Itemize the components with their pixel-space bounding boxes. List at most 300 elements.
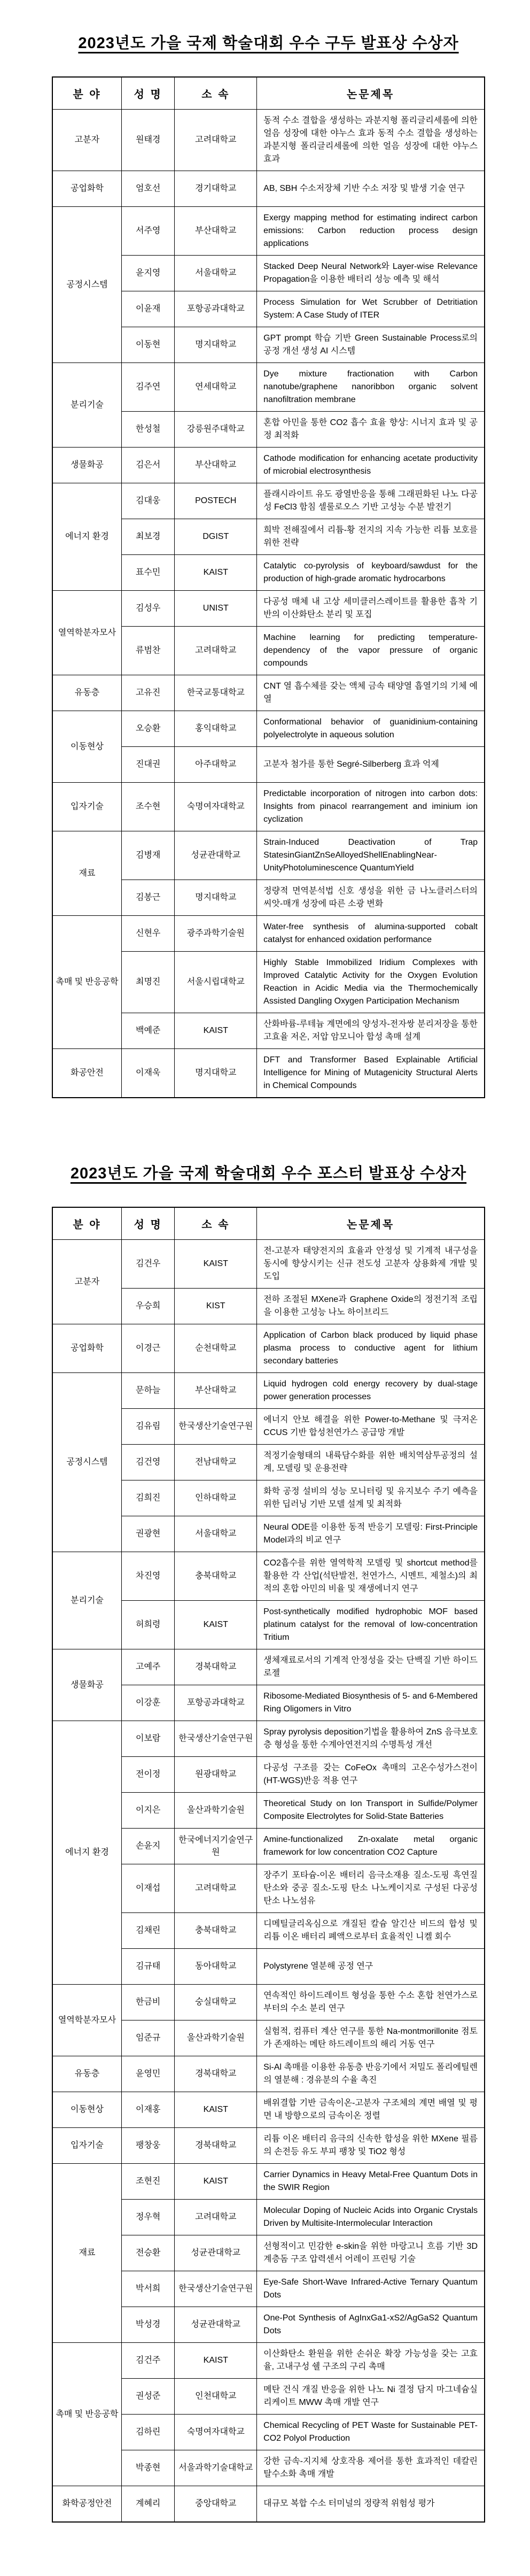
table-row: [52, 2092, 485, 2128]
paper-title-text: 다공성 매체 내 고상 세미클러스레이트를 활용한 흡착 기반의 이산화탄소 분리 및 포집: [263, 597, 478, 619]
column-header-paper-title: 논문제목: [257, 77, 485, 110]
name-cell: 이지은: [121, 1793, 175, 1829]
affiliation-cell: 명지대학교: [175, 1049, 257, 1098]
table-row: [52, 783, 485, 831]
paper-title-cell: [257, 2200, 485, 2235]
column-header-affiliation: 소 속: [175, 77, 257, 110]
field-cell: 에너지 환경: [52, 483, 121, 591]
paper-title-text: Process Simulation for Wet Scrubber of Detritiation System: A Case Study of ITER: [263, 298, 478, 320]
table-header-row: [52, 1207, 485, 1240]
paper-title-text: DFT and Transformer Based Explainable Artificial Intelligence for Mining of Mutagenicity Structural Alerts in Chemical Compounds: [263, 1055, 478, 1090]
name-cell: 조현진: [121, 2164, 175, 2200]
name-cell: 권광현: [121, 1516, 175, 1552]
paper-title-cell: [257, 483, 485, 519]
name-cell: 김주연: [121, 363, 175, 412]
name-cell: 임준규: [121, 2020, 175, 2056]
paper-title-cell: [257, 1913, 485, 1949]
affiliation-cell: 서울대학교: [175, 256, 257, 291]
paper-title-text: 플래시라이트 유도 광열반응을 통해 그래핀화된 나노 다공성 FeCl3 함침 셀룰로오스 기반 고성능 수분 발전기: [263, 490, 478, 512]
paper-title-text: Spray pyrolysis deposition기법을 활용하여 ZnS 음극보호층 형성을 통한 수계아연전지의 수명특성 개선: [263, 1727, 478, 1749]
table-row: [52, 1985, 485, 2020]
paper-title-text: 선형적이고 민감한 e-skin을 위한 마랑고니 흐름 기반 3D 계층돔 구조 압력센서 어레이 프린팅 기술: [263, 2242, 478, 2264]
table-row: [52, 1373, 485, 1409]
paper-title-cell: [257, 555, 485, 591]
header-row: [52, 1207, 485, 1240]
affiliation-cell: 전남대학교: [175, 1445, 257, 1480]
affiliation-cell: 강릉원주대학교: [175, 412, 257, 448]
affiliation-cell: KAIST: [175, 555, 257, 591]
affiliation-cell: 울산과학기술원: [175, 1793, 257, 1829]
paper-title-cell: [257, 2307, 485, 2343]
table-row: [52, 916, 485, 952]
name-cell: 표수민: [121, 555, 175, 591]
paper-title-cell: [257, 1793, 485, 1829]
paper-title-cell: [257, 1985, 485, 2020]
paper-title-cell: [257, 1445, 485, 1480]
name-cell: 고유진: [121, 675, 175, 711]
name-cell: 김하린: [121, 2415, 175, 2450]
affiliation-cell: 포항공과대학교: [175, 1685, 257, 1721]
affiliation-cell: 고려대학교: [175, 627, 257, 675]
name-cell: 신현우: [121, 916, 175, 952]
name-cell: 김봉근: [121, 880, 175, 916]
paper-title-cell: [257, 2056, 485, 2092]
paper-title-cell: [257, 1601, 485, 1649]
paper-title-cell: [257, 110, 485, 171]
name-cell: 손윤지: [121, 1829, 175, 1864]
name-cell: 김병재: [121, 831, 175, 880]
paper-title-cell: [257, 831, 485, 880]
affiliation-cell: 인하대학교: [175, 1480, 257, 1516]
name-cell: 원태경: [121, 110, 175, 171]
paper-title-text: 다공성 구조를 갖는 CoFeOx 촉매의 고온수성가스전이(HT-WGS)반응 적용 연구: [263, 1763, 478, 1785]
paper-title-cell: [257, 2379, 485, 2415]
paper-title-text: 정량적 면역분석법 신호 생성을 위한 금 나노클러스터의 씨앗-매개 성장에 따른 소광 변화: [263, 886, 478, 908]
paper-title-text: 희박 전해질에서 리튬-황 전지의 지속 가능한 리튬 보호를 위한 전략: [263, 526, 478, 547]
paper-title-text: AB, SBH 수소저장체 기반 수소 저장 및 발생 기술 연구: [263, 184, 465, 193]
affiliation-cell: 한국생산기술연구원: [175, 1409, 257, 1445]
paper-title-text: 화학 공정 설비의 성능 모니터링 및 유지보수 주기 예측을 위한 딥러닝 기반 모델 설계 및 최적화: [263, 1487, 478, 1509]
affiliation-cell: KAIST: [175, 1240, 257, 1289]
table-row: [52, 448, 485, 483]
affiliation-cell: KAIST: [175, 2164, 257, 2200]
paper-title-cell: [257, 1864, 485, 1913]
field-cell: 입자기술: [52, 2128, 121, 2164]
table-row: [52, 207, 485, 256]
column-header-paper-title: 논문제목: [257, 1207, 485, 1240]
field-cell: 촉매 및 반응공학: [52, 2343, 121, 2486]
table-row: [52, 2164, 485, 2200]
affiliation-cell: KAIST: [175, 1601, 257, 1649]
affiliation-cell: 경북대학교: [175, 2056, 257, 2092]
affiliation-cell: DGIST: [175, 519, 257, 555]
paper-title-text: 연속적인 하이드레이트 형성을 통한 수소 혼합 천연가스로부터의 수소 분리 연구: [263, 1991, 478, 2013]
field-cell: 분리기술: [52, 363, 121, 448]
paper-title-cell: [257, 1685, 485, 1721]
column-header-affiliation: 소 속: [175, 1207, 257, 1240]
affiliation-cell: 성균관대학교: [175, 2235, 257, 2271]
field-cell: 공정시스템: [52, 1373, 121, 1552]
field-cell: 재료: [52, 831, 121, 916]
paper-title-text: 이산화탄소 환원을 위한 손쉬운 확장 가능성을 갖는 고효율, 고내구성 쉘 구조의 구리 촉매: [263, 2349, 478, 2371]
paper-title-cell: [257, 1049, 485, 1098]
affiliation-cell: 명지대학교: [175, 880, 257, 916]
paper-title-text: 산화바륨-루테늄 계면에의 양성자-전자쌍 분리저장을 통한 고효율 저온, 저압 암모니아 합성 촉매 설계: [263, 1020, 478, 1042]
paper-title-text: 생체재료로서의 기계적 안정성을 갖는 단백질 기반 하이드로젤: [263, 1656, 478, 1678]
oral-award-section: [52, 31, 485, 1098]
name-cell: 이윤재: [121, 291, 175, 327]
affiliation-cell: KIST: [175, 1289, 257, 1324]
name-cell: 엄호선: [121, 171, 175, 207]
name-cell: 박서희: [121, 2271, 175, 2307]
name-cell: 오승환: [121, 711, 175, 747]
paper-title-text: Theoretical Study on Ion Transport in Sulfide/Polymer Composite Electrolytes for Solid-State Batteries: [263, 1799, 478, 1821]
field-cell: 이동현상: [52, 2092, 121, 2128]
affiliation-cell: 서울과학기술대학교: [175, 2450, 257, 2486]
column-header-field: 분 야: [52, 1207, 121, 1240]
affiliation-cell: 경기대학교: [175, 171, 257, 207]
paper-title-text: One-Pot Synthesis of AgInxGa1-xS2/AgGaS2 Quantum Dots: [263, 2313, 478, 2335]
paper-title-cell: [257, 2020, 485, 2056]
name-cell: 조수현: [121, 783, 175, 831]
paper-title-cell: [257, 2128, 485, 2164]
name-cell: 전승환: [121, 2235, 175, 2271]
paper-title-cell: [257, 783, 485, 831]
paper-title-text: 대규모 복합 수소 터미널의 정량적 위험성 평가: [263, 2499, 435, 2508]
name-cell: 전이정: [121, 1757, 175, 1793]
paper-title-cell: [257, 412, 485, 448]
affiliation-cell: 충북대학교: [175, 1552, 257, 1601]
paper-title-text: Post-synthetically modified hydrophobic MOF based platinum catalyst for the removal of low-concentration Tritium: [263, 1607, 478, 1642]
affiliation-cell: 울산과학기술원: [175, 2020, 257, 2056]
paper-title-text: Strain-Induced Deactivation of Trap StatesinGiantZnSeAlloyedShellEnablingNear-UnityPhotoluminescence QuantumYield: [263, 838, 478, 873]
paper-title-text: Ribosome-Mediated Biosynthesis of 5- and 6-Membered Ring Oligomers in Vitro: [263, 1692, 478, 1714]
name-cell: 김건영: [121, 1445, 175, 1480]
table-row: [52, 1552, 485, 1601]
name-cell: 이재욱: [121, 1049, 175, 1098]
field-cell: 생물화공: [52, 448, 121, 483]
paper-title-text: 전-고분자 태양전지의 효율과 안정성 및 기계적 내구성을 동시에 향상시키는 신규 전도성 고분자 상용화제 개발 및 도입: [263, 1246, 478, 1281]
affiliation-cell: 숙명여자대학교: [175, 783, 257, 831]
table-row: [52, 591, 485, 627]
table-row: [52, 711, 485, 747]
paper-title-cell: [257, 448, 485, 483]
affiliation-cell: 홍익대학교: [175, 711, 257, 747]
name-cell: 김대웅: [121, 483, 175, 519]
paper-title-text: GPT prompt 학습 기반 Green Sustainable Process로의 공정 개선 생성 AI 시스템: [263, 334, 478, 356]
paper-title-cell: [257, 952, 485, 1013]
paper-title-cell: [257, 916, 485, 952]
name-cell: 서주영: [121, 207, 175, 256]
paper-title-text: 강한 금속-지지체 상호작용 제어를 통한 효과적인 데칼린 탈수소화 촉매 개발: [263, 2457, 478, 2479]
paper-title-cell: [257, 1949, 485, 1985]
paper-title-cell: [257, 627, 485, 675]
field-cell: 분리기술: [52, 1552, 121, 1649]
affiliation-cell: 경북대학교: [175, 1649, 257, 1685]
name-cell: 김성우: [121, 591, 175, 627]
paper-title-cell: [257, 291, 485, 327]
paper-title-cell: [257, 880, 485, 916]
affiliation-cell: POSTECH: [175, 483, 257, 519]
field-cell: 이동현상: [52, 711, 121, 783]
paper-title-text: Machine learning for predicting temperature-dependency of the vapor pressure of organic compounds: [263, 633, 478, 668]
name-cell: 한금비: [121, 1985, 175, 2020]
paper-title-cell: [257, 519, 485, 555]
table-body: [52, 110, 485, 1098]
paper-title-text: Neural ODE를 이용한 동적 반응기 모델링: First-Principle Model과의 비교 연구: [263, 1523, 478, 1545]
field-cell: 열역학분자모사: [52, 591, 121, 675]
field-cell: 공정시스템: [52, 207, 121, 363]
table-header-row: [52, 77, 485, 110]
name-cell: 김건주: [121, 2343, 175, 2379]
affiliation-cell: 한국에너지기술연구원: [175, 1829, 257, 1864]
field-cell: 에너지 환경: [52, 1721, 121, 1985]
table-row: [52, 831, 485, 880]
affiliation-cell: 숙명여자대학교: [175, 2415, 257, 2450]
paper-title-text: CO2흡수를 위한 열역학적 모델링 및 shortcut method를 활용한 각 산업(석탄발전, 천연가스, 시멘트, 제철소)의 최적의 혼합 아민의 비율 및 재생에너지 연구: [263, 1559, 478, 1593]
paper-title-text: Predictable incorporation of nitrogen into carbon dots: Insights from pinacol rearrangement and iminium ion cyclization: [263, 789, 478, 824]
name-cell: 권성준: [121, 2379, 175, 2415]
column-header-name: 성 명: [121, 1207, 175, 1240]
paper-title-text: Eye-Safe Short-Wave Infrared-Active Ternary Quantum Dots: [263, 2278, 478, 2300]
paper-title-text: Dye mixture fractionation with Carbon nanotube/graphene nanoribbon organic solvent nanofiltration membrane: [263, 369, 478, 404]
name-cell: 우승희: [121, 1289, 175, 1324]
paper-title-cell: [257, 1373, 485, 1409]
name-cell: 김희진: [121, 1480, 175, 1516]
affiliation-cell: 연세대학교: [175, 363, 257, 412]
name-cell: 김유림: [121, 1409, 175, 1445]
name-cell: 정우혁: [121, 2200, 175, 2235]
field-cell: 화학공정안전: [52, 2486, 121, 2523]
table-row: [52, 483, 485, 519]
paper-title-text: 메탄 건식 개질 반응을 위한 나노 Ni 결정 담지 마그네슘실리케이트 MWW 촉매 개발 연구: [263, 2385, 478, 2407]
name-cell: 이강훈: [121, 1685, 175, 1721]
affiliation-cell: 고려대학교: [175, 110, 257, 171]
poster-awards-table: [52, 1207, 485, 2523]
affiliation-cell: 성균관대학교: [175, 831, 257, 880]
table-row: [52, 1049, 485, 1098]
paper-title-cell: [257, 1013, 485, 1049]
table-row: [52, 675, 485, 711]
paper-title-cell: [257, 1829, 485, 1864]
table-row: [52, 1324, 485, 1373]
affiliation-cell: UNIST: [175, 591, 257, 627]
paper-title-cell: [257, 591, 485, 627]
paper-title-text: Highly Stable Immobilized Iridium Complexes with Improved Catalytic Activity for the Oxygen Evolution Reaction in Acidic Media via the Thermochemically Assisted Dangling Oxygen Participation Mechanism: [263, 958, 478, 1006]
paper-title-text: 장주기 포타슘-이온 배터리 음극소재용 질소-도핑 흑연질 탄소와 중공 질소-도핑 탄소 나노케이지로 구성된 다공성 탄소 나노섬유: [263, 1871, 478, 1906]
paper-title-cell: [257, 2235, 485, 2271]
name-cell: 이동현: [121, 327, 175, 363]
paper-title-cell: [257, 2486, 485, 2523]
field-cell: 촉매 및 반응공학: [52, 916, 121, 1049]
affiliation-cell: 포항공과대학교: [175, 291, 257, 327]
affiliation-cell: 아주대학교: [175, 747, 257, 783]
field-cell: 생물화공: [52, 1649, 121, 1721]
paper-title-cell: [257, 1552, 485, 1601]
affiliation-cell: 중앙대학교: [175, 2486, 257, 2523]
affiliation-cell: KAIST: [175, 2092, 257, 2128]
paper-title-cell: [257, 2092, 485, 2128]
affiliation-cell: 한국교통대학교: [175, 675, 257, 711]
paper-title-cell: [257, 2343, 485, 2379]
paper-title-cell: [257, 675, 485, 711]
paper-title-text: Water-free synthesis of alumina-supported cobalt catalyst for enhanced oxidation performance: [263, 922, 478, 944]
paper-title-text: Liquid hydrogen cold energy recovery by dual-stage power generation processes: [263, 1379, 478, 1401]
paper-title-cell: [257, 256, 485, 291]
paper-title-cell: [257, 1480, 485, 1516]
name-cell: 윤영민: [121, 2056, 175, 2092]
affiliation-cell: 서울시립대학교: [175, 952, 257, 1013]
affiliation-cell: 한국생산기술연구원: [175, 1721, 257, 1757]
affiliation-cell: 고려대학교: [175, 2200, 257, 2235]
paper-title-text: 고분자 첨가를 통한 Segré-Silberberg 효과 억제: [263, 760, 439, 769]
affiliation-cell: 고려대학교: [175, 1864, 257, 1913]
paper-title-text: Exergy mapping method for estimating indirect carbon emissions: Carbon reduction process design applications: [263, 213, 478, 248]
name-cell: 팽창웅: [121, 2128, 175, 2164]
name-cell: 한성철: [121, 412, 175, 448]
affiliation-cell: KAIST: [175, 1013, 257, 1049]
name-cell: 문하늘: [121, 1373, 175, 1409]
paper-title-text: Cathode modification for enhancing acetate productivity of microbial electrosynthesis: [263, 454, 478, 476]
field-cell: 고분자: [52, 110, 121, 171]
paper-title-cell: [257, 2271, 485, 2307]
name-cell: 진대권: [121, 747, 175, 783]
affiliation-cell: 광주과학기술원: [175, 916, 257, 952]
table-row: [52, 1240, 485, 1289]
paper-title-text: CNT 열 흡수체를 갖는 액체 금속 태양열 흡열기의 기체 예열: [263, 682, 478, 704]
name-cell: 이재섭: [121, 1864, 175, 1913]
paper-title-cell: [257, 747, 485, 783]
paper-title-text: Conformational behavior of guanidinium-containing polyelectrolyte in aqueous solution: [263, 718, 478, 739]
affiliation-cell: 한국생산기술연구원: [175, 2271, 257, 2307]
paper-title-text: Molecular Doping of Nucleic Acids into Organic Crystals Driven by Multisite-Intermolecular Interaction: [263, 2206, 478, 2228]
paper-title-text: 혼합 아민을 통한 CO2 흡수 효율 향상: 시너지 효과 및 공정 최적화: [263, 418, 478, 440]
poster-award-section: [52, 1161, 485, 2523]
paper-title-cell: [257, 363, 485, 412]
affiliation-cell: 동아대학교: [175, 1949, 257, 1985]
table-row: [52, 2343, 485, 2379]
name-cell: 김건우: [121, 1240, 175, 1289]
field-cell: 유동층: [52, 675, 121, 711]
affiliation-cell: 충북대학교: [175, 1913, 257, 1949]
paper-title-cell: [257, 207, 485, 256]
paper-title-text: 에너지 안보 해결을 위한 Power-to-Methane 및 극저온 CCUS 기반 합성천연가스 공급망 개발: [263, 1415, 478, 1437]
table-row: [52, 1721, 485, 1757]
paper-title-text: Amine-functionalized Zn-oxalate metal organic framework for low concentration CO2 Capture: [263, 1835, 478, 1857]
name-cell: 최명진: [121, 952, 175, 1013]
affiliation-cell: 숭실대학교: [175, 1985, 257, 2020]
affiliation-cell: 인천대학교: [175, 2379, 257, 2415]
name-cell: 김은서: [121, 448, 175, 483]
name-cell: 이보람: [121, 1721, 175, 1757]
table-row: [52, 2128, 485, 2164]
paper-title-text: Application of Carbon black produced by liquid phase plasma process to conductive agent for lithium secondary batteries: [263, 1331, 478, 1366]
paper-title-cell: [257, 2415, 485, 2450]
column-header-field: 분 야: [52, 77, 121, 110]
field-cell: 화공안전: [52, 1049, 121, 1098]
paper-title-cell: [257, 1289, 485, 1324]
name-cell: 이재홍: [121, 2092, 175, 2128]
paper-title-text: 실험적, 컴퓨터 계산 연구를 통한 Na-montmorillonite 점토가 존재하는 메탄 하드레이트의 해리 거동 연구: [263, 2027, 478, 2049]
paper-title-text: 적정기술형태의 내륙담수화를 위한 배치역삼투공정의 설계, 모델링 및 운용전략: [263, 1451, 478, 1473]
name-cell: 류범찬: [121, 627, 175, 675]
paper-title-cell: [257, 327, 485, 363]
paper-title-cell: [257, 171, 485, 207]
paper-title-cell: [257, 2450, 485, 2486]
table-row: [52, 110, 485, 171]
name-cell: 이경근: [121, 1324, 175, 1373]
paper-title-text: 리튬 이온 배터리 음극의 신속한 합성을 위한 MXene 필름의 손전등 유도 부피 팽창 및 TiO2 형성: [263, 2134, 478, 2156]
paper-title-text: Carrier Dynamics in Heavy Metal-Free Quantum Dots in the SWIR Region: [263, 2170, 478, 2192]
name-cell: 백예준: [121, 1013, 175, 1049]
name-cell: 차진영: [121, 1552, 175, 1601]
paper-title-cell: [257, 1757, 485, 1793]
page-title: 2023년도 가을 국제 학술대회 우수 구두 발표상 수상자: [78, 35, 459, 52]
paper-title-cell: [257, 1324, 485, 1373]
paper-title-cell: [257, 1721, 485, 1757]
paper-title-text: Chemical Recycling of PET Waste for Sustainable PET-CO2 Polyol Production: [263, 2421, 478, 2443]
paper-title-text: Polystyrene 열분해 공정 연구: [263, 1962, 373, 1971]
page-title: 2023년도 가을 국제 학술대회 우수 포스터 발표상 수상자: [70, 1165, 467, 1182]
table-row: [52, 363, 485, 412]
name-cell: 계혜리: [121, 2486, 175, 2523]
paper-title-cell: [257, 1649, 485, 1685]
name-cell: 박종현: [121, 2450, 175, 2486]
name-cell: 고예주: [121, 1649, 175, 1685]
name-cell: 박성경: [121, 2307, 175, 2343]
paper-title-cell: [257, 711, 485, 747]
affiliation-cell: 부산대학교: [175, 1373, 257, 1409]
name-cell: 김채린: [121, 1913, 175, 1949]
name-cell: 윤지영: [121, 256, 175, 291]
paper-title-text: Catalytic co-pyrolysis of keyboard/sawdust for the production of high-grade aromatic hydrocarbons: [263, 561, 478, 583]
table-row: [52, 171, 485, 207]
affiliation-cell: 순천대학교: [175, 1324, 257, 1373]
paper-title-text: Stacked Deep Neural Network와 Layer-wise Relevance Propagation을 이용한 배터리 성능 예측 및 해석: [263, 262, 478, 284]
field-cell: 고분자: [52, 1240, 121, 1324]
affiliation-cell: 명지대학교: [175, 327, 257, 363]
name-cell: 허희령: [121, 1601, 175, 1649]
paper-title-text: Si-Al 촉매를 이용한 유동층 반응기에서 저밀도 폴리에틸렌의 열분해 : 경유분의 수율 촉진: [263, 2063, 478, 2085]
paper-title-text: 배위결합 기반 금속이온-고분자 구조체의 계면 배열 및 평면 내 방향으로의 금속이온 정렬: [263, 2099, 478, 2120]
table-body: [52, 1240, 485, 2523]
paper-title-text: 동적 수소 결합을 생성하는 과분지형 폴리글리세롤에 의한 얼음 성장에 대한 야누스 효과 동적 수소 결합을 생성하는 과분지형 폴리글리세롤에 의한 얼음 성장에 대한 야누스 효과: [263, 116, 478, 164]
affiliation-cell: 부산대학교: [175, 448, 257, 483]
field-cell: 입자기술: [52, 783, 121, 831]
paper-title-cell: [257, 2164, 485, 2200]
paper-title-cell: [257, 1240, 485, 1289]
paper-title-text: 전하 조절된 MXene과 Graphene Oxide의 정전기적 조립을 이용한 고성능 나노 하이브리드: [263, 1295, 478, 1317]
affiliation-cell: 경북대학교: [175, 2128, 257, 2164]
field-cell: 열역학분자모사: [52, 1985, 121, 2056]
field-cell: 공업화학: [52, 1324, 121, 1373]
affiliation-cell: KAIST: [175, 2343, 257, 2379]
field-cell: 유동층: [52, 2056, 121, 2092]
paper-title-cell: [257, 1516, 485, 1552]
affiliation-cell: 부산대학교: [175, 207, 257, 256]
name-cell: 최보경: [121, 519, 175, 555]
field-cell: 공업화학: [52, 171, 121, 207]
table-row: [52, 2056, 485, 2092]
table-row: [52, 2486, 485, 2523]
header-row: [52, 77, 485, 110]
affiliation-cell: 성균관대학교: [175, 2307, 257, 2343]
paper-title-cell: [257, 1409, 485, 1445]
oral-awards-table: [52, 76, 485, 1098]
table-row: [52, 1649, 485, 1685]
name-cell: 김규태: [121, 1949, 175, 1985]
affiliation-cell: 원광대학교: [175, 1757, 257, 1793]
